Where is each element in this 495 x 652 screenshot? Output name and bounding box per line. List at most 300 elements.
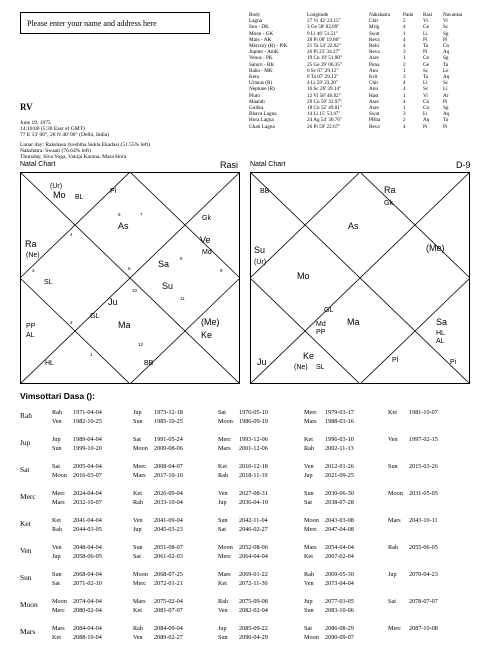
table-cell: Jupiter - AmK [249,49,279,56]
antar-date: 2027-08-31 [239,490,268,497]
table-cell: Krit [369,74,378,81]
table-cell: Sc [423,67,429,74]
dasa-table [20,409,490,652]
antar-lord: Jup [304,598,313,605]
antar-lord: Moon [218,544,233,551]
table-cell: 12 Vi 58' 46.82" [307,92,341,99]
table-cell: 14 Li 15' 53.47" [307,111,341,118]
antar-lord: Rah [388,544,398,551]
sign-number: 3 [32,268,35,273]
planet-as: As [348,221,359,231]
antar-dasa [52,553,137,561]
antar-date: 2008-04-07 [154,463,183,470]
planet-gk: Gk [202,215,211,222]
sign-number: 12 [138,342,144,347]
antar-lord: Merc [52,607,66,614]
table-cell: Pi [423,49,428,56]
antar-dasa [52,580,137,588]
antar-lord: Rah [133,499,143,506]
sign-number: 9 [220,268,223,273]
antar-date: 2085-09-22 [239,625,268,632]
antar-dasa [388,436,473,444]
antar-lord: Ket [304,553,313,560]
birth-details [20,120,109,139]
antar-dasa [133,490,218,498]
antar-dasa [133,634,218,642]
table-cell: Mercury (R) - PiK [249,43,288,50]
sign-number: 7 [140,212,143,217]
maha-dasa-lord: Moon [20,600,38,609]
antar-dasa [218,499,303,507]
antar-dasa [133,463,218,471]
table-cell: Aq [423,117,430,124]
planet-bl: BL [75,194,84,201]
table-cell: Le [443,67,449,74]
antar-dasa [52,598,137,606]
antar-date: 1999-10-20 [73,445,102,452]
antar-lord: Rah [52,409,62,416]
antar-lord: Sun [388,463,398,470]
antar-date: 2005-04-04 [73,463,102,470]
table-cell: Ta [423,74,429,81]
planet-pl: Pl [392,357,399,364]
table-cell: Reva [369,36,380,43]
column-header: Nakshatra [369,12,391,18]
name-address-box[interactable]: Please enter your name and address here [20,12,210,34]
planet-mo: Mo [297,271,310,281]
antar-lord: Sat [133,553,141,560]
antar-date: 2090-09-07 [325,634,354,641]
table-cell: Gulika [249,105,264,112]
antar-date: 2061-02-03 [154,553,183,560]
antar-dasa [218,625,303,633]
table-cell: Pi [423,123,428,130]
antar-dasa [388,625,473,633]
antar-lord: Merc [133,463,147,470]
antar-dasa [133,472,218,480]
antar-dasa [304,409,389,417]
antar-date: 2015-03-26 [409,463,438,470]
antar-date: 1979-03-17 [325,409,354,416]
antar-date: 1997-02-15 [409,436,438,443]
antar-lord: Rah [52,526,62,533]
dasa-row [20,517,490,544]
maha-dasa-lord: Sat [20,465,30,474]
table-cell: Sc [443,80,449,87]
antar-lord: Mars [388,517,401,524]
table-cell: Pi [443,123,448,130]
table-cell: Reva [369,49,380,56]
antar-date: 2041-04-04 [73,517,102,524]
rasi-chart [20,172,240,384]
table-cell: Ta [443,117,449,124]
table-cell: Venus - PK [249,55,273,62]
antar-lord: Mars [218,571,231,578]
antar-date: 1986-09-19 [239,418,268,425]
info-line: Nakshatra: Swaati (76.64% left) [20,148,91,155]
table-cell: Cn [443,43,450,50]
table-cell: 3 [403,111,406,118]
antar-dasa [218,472,303,480]
table-cell: Moon - GK [249,30,274,37]
antar-dasa [388,598,473,606]
antar-date: 2082-02-04 [239,607,268,614]
antar-date: 2069-01-22 [239,571,268,578]
table-cell: Chit [369,18,378,25]
antar-lord: Ket [133,490,142,497]
planet-sa: Sa [158,259,170,269]
table-cell: Hora Lagna [249,117,274,124]
antar-date: 1971-04-04 [73,409,102,416]
dasa-row [20,544,490,571]
rasi-chart-name: Rasi [220,160,239,170]
planet-gk: Gk [384,200,393,207]
antar-dasa [388,571,473,579]
table-cell: 1 [403,67,406,74]
antar-date: 2024-04-04 [73,490,102,497]
antar-lord: Moon [133,571,148,578]
table-cell: Ar [443,92,449,99]
antar-dasa [52,544,137,552]
antar-date: 2033-10-04 [154,499,183,506]
antar-dasa [133,526,218,534]
sign-number: 5 [118,212,121,217]
antar-lord: Moon [52,472,67,479]
antar-dasa [52,490,137,498]
table-cell: Ketu [249,74,260,81]
planet-ju: Ju [257,357,267,367]
antar-lord: Mars [218,445,231,452]
planet-ve: Ve [200,235,211,245]
antar-date: 2054-04-04 [325,544,354,551]
antar-dasa [133,598,218,606]
table-cell: Ge [423,61,430,68]
sign-number: 6 [128,266,131,271]
maha-dasa-lord: Ven [20,546,32,555]
table-cell: 1 [403,105,406,112]
table-cell: Rahu - MK [249,67,273,74]
antar-dasa [304,490,389,498]
maha-dasa-lord: Mars [20,627,36,636]
antar-lord: Jup [388,571,397,578]
antar-date: 1993-12-06 [239,436,268,443]
table-cell: 3 Ge 58' 02.89" [307,24,340,31]
table-row [248,124,493,130]
antar-lord: Moon [52,598,67,605]
table-cell: 21 Ta 54' 22.62" [307,43,342,50]
table-cell: Puna [369,61,380,68]
antar-dasa [133,445,218,453]
antar-lord: Ket [388,409,397,416]
birth-line: 14:10:00 (5:30 East of GMT) [20,126,85,133]
table-cell: Aq [443,74,450,81]
table-cell: Sg [443,105,449,112]
antar-lord: Sat [52,463,60,470]
antar-lord: Ven [52,418,62,425]
antar-dasa [218,580,303,588]
antar-dasa [304,499,389,507]
table-cell: Lagna [249,18,262,25]
planet-bb: BB [260,188,270,195]
antar-dasa [218,571,303,579]
dasa-row [20,571,490,598]
antar-date: 2042-11-04 [239,517,268,524]
d9-chart-lines [250,172,470,384]
antar-dasa [218,553,303,561]
antar-date: 2038-07-28 [325,499,354,506]
table-cell: Pi [423,36,428,43]
planet-me: (Me) [426,243,445,253]
column-header: Body [249,12,261,18]
table-cell: Li [423,80,428,87]
antar-date: 2073-04-04 [325,580,354,587]
planet-ke: Ke [303,351,315,361]
table-cell: 1 [403,55,406,62]
table-cell: Ta [443,61,449,68]
antar-date: 2036-04-19 [239,499,268,506]
antar-dasa [52,409,137,417]
antar-dasa [304,418,389,426]
planet-hl: HL [436,330,445,337]
antar-lord: Merc [388,625,402,632]
table-cell: Neptune (R) [249,86,275,93]
antar-dasa [133,544,218,552]
antar-date: 2044-03-05 [73,526,102,533]
antar-dasa [304,472,389,480]
antar-date: 2018-11-19 [239,472,268,479]
column-header: Pada [403,12,414,18]
antar-dasa [133,499,218,507]
planet-ne: (Ne) [26,252,40,259]
antar-date: 1976-05-10 [239,409,268,416]
table-cell: Ge [423,24,430,31]
table-cell: 27 Vi 43' 23.15" [307,18,341,25]
antar-date: 2081-07-07 [154,607,183,614]
planet-ke: Ke [201,330,213,340]
d9-chart-name: D-9 [456,160,471,170]
planet-ne: (Ne) [294,364,308,371]
table-cell: Swat [369,111,380,118]
antar-lord: Mars [304,544,317,551]
antar-dasa [133,625,218,633]
table-cell: 26 Pi 59' 22.67" [307,123,341,130]
antar-date: 2087-10-08 [409,625,438,632]
antar-dasa [52,445,137,453]
antar-dasa [52,571,137,579]
antar-lord: Moon [133,445,148,452]
antar-dasa [133,553,218,561]
table-cell: Sg [443,55,449,62]
antar-date: 1989-04-04 [73,436,102,443]
antar-lord: Jup [218,625,227,632]
dasa-row [20,463,490,490]
antar-lord: Rah [304,571,314,578]
table-cell: Sc [423,86,429,93]
table-cell: 4 [403,80,406,87]
table-cell: Vi [423,92,428,99]
antar-lord: Mars [304,418,317,425]
planet-gl: GL [324,307,334,314]
rasi-chart-title: Natal Chart [20,161,56,168]
antar-dasa [304,544,389,552]
antar-dasa [304,463,389,471]
antar-lord: Jup [218,499,227,506]
table-cell: Reva [369,123,380,130]
antar-dasa [218,517,303,525]
sign-number: 1 [90,352,93,357]
planet-pl: Pl [110,188,117,195]
antar-date: 1996-03-10 [325,436,354,443]
maha-dasa-lord: Ket [20,519,31,528]
antar-dasa [52,472,137,480]
antar-date: 2000-08-06 [154,445,183,452]
table-cell: 2 [403,61,406,68]
antar-lord: Ven [133,517,143,524]
antar-lord: Sun [133,418,143,425]
antar-dasa [304,580,389,588]
maha-dasa-lord: Jup [20,438,31,447]
antar-dasa [304,598,389,606]
antar-dasa [133,580,218,588]
antar-date: 2043-03-08 [325,517,354,524]
antar-dasa [52,526,137,534]
table-cell: Aq [443,49,450,56]
antar-date: 1991-05-24 [154,436,183,443]
table-cell: 18 Cn 52' 49.81" [307,105,343,112]
antar-lord: Rah [133,625,143,632]
antar-dasa [388,490,473,498]
antar-lord: Moon [304,634,319,641]
antar-date: 2069-05-30 [325,571,354,578]
table-cell: Uranus (R) [249,80,273,87]
antar-dasa [52,625,137,633]
antar-date: 2012-01-26 [325,463,354,470]
antar-lord: Moon [304,517,319,524]
antar-lord: Ket [52,517,61,524]
table-cell: 24 Ag 54' 30.76" [307,117,343,124]
antar-dasa [304,634,389,642]
antar-lord: Ket [304,436,313,443]
antar-lord: Jup [304,472,313,479]
antar-date: 1982-10-25 [73,418,102,425]
antar-lord: Merc [52,490,66,497]
dasa-row [20,598,490,625]
planet-ma: Ma [118,320,131,330]
column-header: Rasi [423,12,433,18]
antar-lord: Sat [304,499,312,506]
antar-lord: Moon [388,490,403,497]
antar-lord: Jup [133,526,142,533]
antar-date: 2047-04-08 [325,526,354,533]
table-cell: Anu [369,86,378,93]
table-cell: Cn [423,98,430,105]
antar-dasa [218,445,303,453]
planet-me: (Me) [201,317,220,327]
planet-pp: PP [316,329,326,336]
table-cell: Cn [423,105,430,112]
sign-number: 4 [70,232,73,237]
table-cell: Swat [369,30,380,37]
d9-chart [250,172,470,384]
antar-dasa [304,607,389,615]
antar-date: 2077-03-05 [325,598,354,605]
table-cell: Mrig [369,24,380,31]
antar-dasa [304,571,389,579]
antar-dasa [52,607,137,615]
rasi-chart-lines [20,172,240,384]
antar-date: 2086-08-29 [325,625,354,632]
antar-lord: Jup [52,553,61,560]
planet-md: Md [202,249,212,256]
antar-lord: Sat [133,436,141,443]
table-cell: 25 Ge 39' 06.35" [307,61,343,68]
table-cell: Pi [443,36,448,43]
column-header: Navamsa [443,12,463,18]
antar-dasa [304,625,389,633]
antar-dasa [52,634,137,642]
antar-lord: Rah [218,598,228,605]
table-cell: Pluto [249,92,260,99]
sign-number: 11 [180,296,185,301]
antar-date: 2075-02-04 [154,598,183,605]
antar-dasa [52,499,137,507]
antar-dasa [218,634,303,642]
antar-date: 2080-02-04 [73,607,102,614]
table-cell: 2 [403,117,406,124]
table-cell: Ghati Lagna [249,123,275,130]
planet-al: AL [26,332,35,339]
antar-date: 2031-05-05 [409,490,438,497]
antar-dasa [388,517,473,525]
antar-date: 2017-10-10 [154,472,183,479]
antar-dasa [133,571,218,579]
antar-date: 1985-10-25 [154,418,183,425]
antar-dasa [52,463,137,471]
antar-dasa [304,436,389,444]
antar-lord: Jup [133,409,142,416]
planet-mo: Mo [53,190,66,200]
antar-dasa [133,607,218,615]
antar-dasa [218,463,303,471]
antar-lord: Moon [218,418,233,425]
planet-su: Su [162,281,174,291]
antar-lord: Mars [52,625,65,632]
table-cell: 4 [403,86,406,93]
antar-dasa [218,436,303,444]
antar-dasa [304,526,389,534]
planet-sl: SL [44,279,53,286]
antar-lord: Merc [304,526,318,533]
antar-dasa [304,553,389,561]
antar-lord: Ven [52,544,62,551]
antar-date: 2071-02-10 [73,580,102,587]
table-cell: Pi [443,98,448,105]
table-cell: Sun - DK [249,24,269,31]
table-cell: 4 [403,36,406,43]
planet-pp: PP [26,323,36,330]
antar-dasa [133,418,218,426]
antar-dasa [133,436,218,444]
antar-date: 2030-06-30 [325,490,354,497]
antar-date: 2058-06-05 [73,553,102,560]
table-cell: Vi [443,18,448,25]
planet-as: As [118,221,129,231]
info-line: Lunar day: Rakshasa Jyeshtha Sukla Ekadasi (51.55% left) [20,142,150,148]
antar-lord: Sat [388,598,396,605]
planet-hl: HL [45,360,54,367]
antar-lord: Ket [218,463,227,470]
table-cell: Li [423,30,428,37]
